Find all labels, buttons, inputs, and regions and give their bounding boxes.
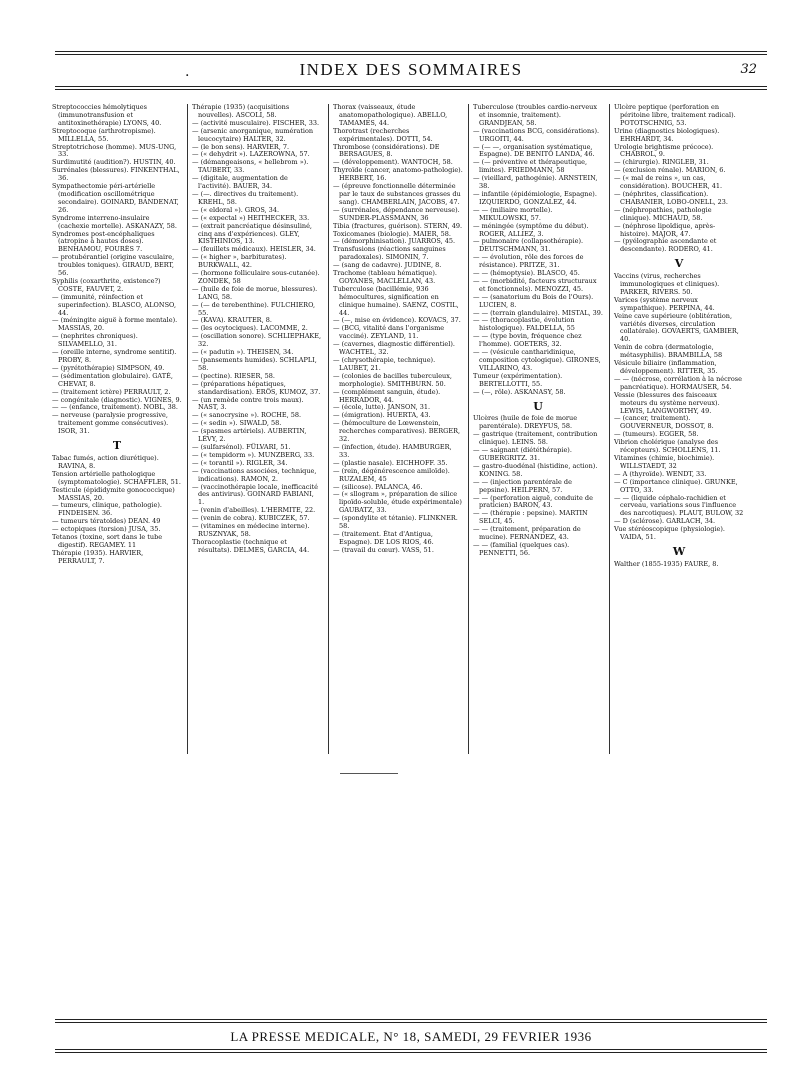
index-entry: Sympathectomie péri-artérielle (modification oscillométrique secondaire). GOINARD, BANDENAT, 26. <box>52 182 179 214</box>
index-entry: — (— de terebenthine). FULCHIERO, 55. <box>192 300 316 317</box>
index-entry: — (démangeaisons, « hellebrom »). TAUBERT, 33. <box>192 158 309 175</box>
index-entry: Ulcères (huile de foie de morue parentérale). DREYFUS, 58. <box>473 414 578 431</box>
index-entry: — (épreuve fonctionnelle déterminée par le taux de substances grasses du sang). CHAMBERLAIN, JACOBS, 47. <box>333 182 461 206</box>
index-entry: — (rein, dégénérescence amiloïde). RUZALEM, 45 <box>333 466 450 483</box>
index-entry: Vésicule biliaire (inflammation, développement). RITTER, 35. <box>614 359 718 375</box>
page-footer <box>55 1026 767 1048</box>
index-entry: — (infection, étude). HAMBURGER, 33. <box>333 442 452 459</box>
index-entry: — (développement). WANTOCH, 58. <box>333 158 453 167</box>
index-entry: — (néphrites, classification). CHABANIER, LOBO-ONELL, 23. <box>614 189 729 206</box>
index-entry: Thrombose (considérations). DE BERSAGUES, 8. <box>333 142 440 159</box>
index-column-2 <box>192 104 322 555</box>
index-entry: Tabac fumés, action diurétique). RAVINA, 8. <box>52 453 159 470</box>
index-entry: — A (thyroïde). WENDT, 33. <box>614 469 707 478</box>
column-divider <box>187 104 188 754</box>
index-entry: — (« tempidorm »). MUNZBERG, 33. <box>192 450 315 459</box>
index-entry: — méningée (symptôme du début). ROGER, ALLIEZ, 3. <box>473 221 589 238</box>
index-entry: Streptotrichose (homme). MUS-UNG, 33. <box>52 142 177 159</box>
index-entry: — (vieillard, pathogénie). ARNSTEIN, 38. <box>473 174 598 191</box>
index-entry: — (—, mise en évidence). KOVACS, 37. <box>333 316 461 325</box>
index-entry: Vue stéréoscopique (physiologie). VAIDA, 51. <box>614 525 725 542</box>
index-entry: — (hémoculture de Lœwenstein, recherches comparatives). BERGER, 32. <box>333 419 461 444</box>
index-entry: — (vaccinations associées, technique, indications). RAMON, 2. <box>192 466 317 483</box>
index-entry: Thérapie (1935) (acquisitions nouvelles). ASCOLI, 58. <box>192 103 290 119</box>
index-entry: — (cavernes, diagnostic différentiel). WACHTEL, 32. <box>333 340 455 357</box>
index-column-5 <box>614 104 744 569</box>
index-entry: — (« sllogram », préparation de silice lipoïdo-soluble, étude expérimentale) GAUBATZ, 33. <box>333 490 462 515</box>
index-entry: — (chirurgie). RINGLEB, 31. <box>614 158 709 167</box>
index-entry: — (traitement. État d'Antigua, Espagne). DE LOS RIOS, 46. <box>333 529 434 546</box>
index-entry: Surrénales (blessures). FINKENTHAL, 36. <box>52 166 180 183</box>
index-entry: Walther (1855-1935) FAURE, 8. <box>614 559 719 568</box>
index-entry: — (un remède contre trois maux). NAST, 3. <box>192 395 304 412</box>
index-entry: Vibrion cholérique (analyse des récepteurs). SCHOLLENS, 11. <box>614 438 721 455</box>
index-entry: — (pyélographie ascendante et descendante). RODERO, 41. <box>614 237 717 254</box>
index-entry: — (traitement ictère) PERRAULT, 2. <box>52 387 171 396</box>
footer-bottom-rule <box>55 1049 767 1053</box>
index-entry: Tumeur (expérimentation). BERTELLOTTI, 55. <box>473 371 563 388</box>
index-entry: — nerveuse (paralysie progressive, traitement gomme consécutives). ISOR, 31. <box>52 411 169 436</box>
index-entry: — (vitamines en médecine interne). RUSZNYAK, 58. <box>192 522 310 538</box>
index-entry: — (le bon sens). HARVIER, 7. <box>192 142 290 151</box>
index-entry: — — (familial (quelques cas). PENNETTI, 56. <box>473 540 570 557</box>
header-dot: . <box>185 64 190 80</box>
page-number: 32 <box>740 62 757 77</box>
index-entry: — — (miliaire mortelle). MIKULOWSKI, 57. <box>473 205 553 222</box>
index-entry: — (spondylite et tétanie). FLINKNER. 58. <box>333 514 458 531</box>
index-entry: — tumeurs tératoïdes) DEAN. 49 <box>52 517 161 526</box>
index-entry: — (tumeurs). EGGER, 58. <box>614 430 699 439</box>
index-entry: — D (sclérose). GARLACH, 34. <box>614 517 716 526</box>
footer-text: LA PRESSE MEDICALE, N° 18, SAMEDI, 29 FEVRIER 1936 <box>230 1029 592 1044</box>
index-entry: — (venin d'abeilles). L'HERMITE, 22. <box>192 506 316 515</box>
index-entry: — (huile de foie de morue, blessures). LANG, 58. <box>192 284 318 301</box>
index-entry: Varices (système nerveux sympathique). PERPINA, 44. <box>614 295 715 312</box>
index-entry: — (les ocytociques). LACOMME, 2. <box>192 324 308 333</box>
index-entry: — (arsenic anorganique, numération leucocytaire) HALTER, 32. <box>192 126 314 143</box>
index-entry: — ectopiques (torsion) JUSA, 35. <box>52 525 161 534</box>
index-entry: — gastrique (traitement, contribution clinique). LEINS. 58. <box>473 430 598 447</box>
index-entry: Tuberculose (troubles cardio-nerveux et insomnie, traitement). GRANDJEAN, 58. <box>473 103 598 127</box>
index-entry: — (colonies de bacilles tuberculeux, morphologie). SMITHBURN. 50. <box>333 371 452 388</box>
index-entry: — (école, lutte). JANSON, 31. <box>333 403 431 412</box>
index-entry: — pulmonaire (collapsothérapie). DEUTSCHMANN, 31. <box>473 237 584 254</box>
index-entry: — (« sedin »). SIWALD, 58. <box>192 419 282 428</box>
column-divider <box>609 104 610 754</box>
index-entry: Thorax (vaisseaux, étude anatomopathologique). ABELLO, TAMAMES, 44. <box>333 103 448 127</box>
index-entry: — (cancer, traitement). GOUVERNEUR, DOSSOT, 8. <box>614 414 714 431</box>
index-entry: Vitamines (chimie, biochimie). WILLSTAEDT, 32 <box>614 453 715 470</box>
index-entry: Venin de cobra (dermatologie, métasyphilis). BRAMBILLA, 58 <box>614 343 723 360</box>
index-entry: — (émigration). HUERTA, 43. <box>333 411 431 420</box>
index-entry: — (néphrose lipoïdique, après-histoire). MAJOR, 47. <box>614 221 716 238</box>
index-entry: Streptocoque (arthrotropisme). MILLELLA, 55. <box>52 126 156 143</box>
header-bottom-rule <box>55 86 767 90</box>
index-entry: Transfusions (réactions sanguines paradoxales). SIMONIN, 7. <box>333 245 446 262</box>
index-entry: — — (thoracoplastie, évolution histologique). FALDELLA, 55 <box>473 316 575 333</box>
index-entry: Vaccins (virus, recherches immunologiques et cliniques). PARKER, RIVERS. 50. <box>614 272 720 296</box>
index-entry: — (néphropathies, pathologie clinique). MICHAUD, 58. <box>614 205 712 222</box>
index-entry: — (—, rôle). ASKANASY, 58. <box>473 387 566 396</box>
index-entry: — (complément sanguin, étude). HERRADOR, 44. <box>333 387 441 404</box>
section-letter: W <box>672 544 686 558</box>
index-entry: Syndromes post-encéphaliques (atropine à hautes doses). BENHAMOU, FOURÈS 7. <box>52 229 155 254</box>
index-entry: — — (morbidité, facteurs structuraux et fonctionnels). MENOZZI, 45. <box>473 276 597 293</box>
index-entry: Toxicomanes (biologie). MAIER, 58. <box>333 229 451 238</box>
index-column-4 <box>473 104 603 558</box>
index-entry: — infantile (épidémiologie, Espagne). IZQUIERDO, GONZALEZ, 44. <box>473 189 597 206</box>
index-entry: — (sulfarsénol). FÜLVARI, 51. <box>192 442 291 451</box>
index-entry: — (chrysothérapie, technique). LAUBET, 21. <box>333 356 436 372</box>
header-top-rule <box>55 51 767 55</box>
section-letter: V <box>674 257 684 271</box>
index-entry: Thérapie (1935). HARVIER, PERRAULT, 7. <box>52 548 144 565</box>
index-entry: — (préparations hépatiques, standardisation). ERÖS, KUMOZ, 37. <box>192 379 321 396</box>
index-entry: — (— —, organisation systématique, Espagne). DE BENITO LANDA, 46. <box>473 142 595 159</box>
index-entry: — — (traitement, préparation de mucine). FERNANDEZ, 43. <box>473 525 581 542</box>
index-entry: — — (type bovin, fréquence chez l'homme). GOETERS, 32. <box>473 332 582 349</box>
index-entry: — (—. directives du traitement). KREHL, 58. <box>192 189 299 206</box>
index-entry: — congénitale (diagnostic). VIGNES, 9. <box>52 395 182 404</box>
index-entry: — gastro-duodénal (histidine, action). KONING. 58. <box>473 461 598 478</box>
index-entry: — (hormone folliculaire sous-cutanée). ZONDEK, 58 <box>192 269 320 285</box>
index-entry: — (KAVA). KRAUTER, 8. <box>192 316 272 325</box>
page-title: INDEX DES SOMMAIRES <box>299 60 523 79</box>
index-entry: Streptococcies hémolytiques (immunotransfusion et antitoxinethérapie) LYONS, 40. <box>52 103 162 127</box>
index-entry: Syphilis (coxarthrite, existence?) COSTE, FAUVET, 2. <box>52 276 161 293</box>
index-entry: — (— préventive et thérapeutique, limites). FRIEDMANN, 58 <box>473 158 588 175</box>
index-entry: Tibia (fractures, guérison). STERN, 49. <box>333 221 463 230</box>
index-entry: Thoracoplastie (technique et résultats). DELMES, GARCIA, 44. <box>192 537 310 554</box>
index-entry: — (« expectal ») HEITHECKER, 33. <box>192 213 310 222</box>
index-entry: — (pectine). RIESER, 58. <box>192 371 275 380</box>
index-entry: — (« padutin »). THEISEN, 34. <box>192 348 294 357</box>
index-entry: Vessie (blessures des faisceaux moteurs du système nerveux). LEWIS, LANGWORTHY, 49. <box>614 390 720 415</box>
index-entry: — — (hémoptysie). BLASCO, 45. <box>473 269 580 278</box>
index-entry: — (exclusion rénale). MARION, 6. <box>614 166 726 175</box>
index-entry: — — (perforation aiguë, conduite de praticien) BARON, 43. <box>473 493 593 510</box>
index-entry: Surdimutité (audition?). HUSTIN, 40. <box>52 158 176 167</box>
index-entry: — — saignant (diététhérapie). GUBERGRITZ. 31. <box>473 446 572 462</box>
index-entry: — (« eldoral »). GROS, 34. <box>192 205 280 214</box>
index-entry: Syndrome interreno-insulaire (cachexie mortelle). ASKANAZY, 58. <box>52 213 177 230</box>
column-divider <box>468 104 469 754</box>
index-entry: Testicule (épididymite gonococcique) MASSIAS, 20. <box>52 485 175 502</box>
section-letter: U <box>533 399 543 413</box>
index-entry: — (extrait pancréatique désinsuliné, cinq ans d'expériences). GLEY, KISTHINIOS, 13. <box>192 221 312 246</box>
index-entry: — (spasmes artériels). AUBERTIN, LÉVY, 2. <box>192 427 307 444</box>
index-entry: — (démorphinisation). JUARROS, 45. <box>333 237 456 246</box>
index-entry: Ulcère peptique (perforation en péritoine libre, traitement radical). POTOTSCHNIG, 53. <box>614 103 736 127</box>
index-entry: — — (injection parentérale de pepsine). HEILPERN, 57. <box>473 477 572 494</box>
page-header <box>55 58 767 84</box>
index-entry: — tumeurs, clinique, pathologie). FINDEISEN. 36. <box>52 501 162 518</box>
index-entry: — (digitale, augmentation de l'activité). BAUER, 34. <box>192 174 288 191</box>
index-entry: — protubérantiel (origine vasculaire, troubles toniques). GIRAUD, BERT, 56. <box>52 253 175 278</box>
index-entry: — (pansements humides). SCHLAPLI, 58. <box>192 356 317 372</box>
index-entry: — (« higher », barbiturates). BURKWALL, 42. <box>192 253 287 270</box>
index-entry: — — (enfance, traitement). NOBL, 38. <box>52 403 178 412</box>
index-entry: Urologie brightisme précoce). CHABROL, 9. <box>614 142 714 159</box>
index-entry: — — (thérapie : pepsine). MARTIN SELCI, 45. <box>473 509 588 526</box>
index-entry: Trachome (tableau hématique). GOYANES, MACLELLAN, 43. <box>333 269 437 285</box>
index-entry: — (« torantil »). RIGLER, 34. <box>192 458 288 467</box>
index-entry: — (venin de cobra). KUBICZEK, 57. <box>192 514 310 523</box>
index-entry: Veine cave supérieure (oblitération, variétés diverses, circulation collatérale). GOVAERTS, GAMBIER, 40. <box>614 311 739 344</box>
index-entry: — (vaccinothérapie locale, inefficacité des antivirus). GOINARD FABIANI, 1. <box>192 482 318 507</box>
index-entry: — (nephrites chroniques). SILVAMELLO, 31. <box>52 332 138 349</box>
index-entry: Thorotrast (recherches expérimentales). DOTTI, 54. <box>333 126 433 143</box>
index-entry: — (vaccinations BCG, considérations). URGOITI, 44. <box>473 126 600 143</box>
index-column-1 <box>52 104 182 566</box>
index-entry: — — (nécrose, corrélation à la nécrose pancréatique). HORMAUSER, 54. <box>614 374 742 391</box>
index-entry: — (travail du cœur). VASS, 51. <box>333 545 434 554</box>
index-entry: — (BCG, vitalité dans l'organisme vacciné). ZEYLAND, 11. <box>333 324 445 341</box>
index-entry: — (oscillation sonore). SCHLIEPHAKE, 32. <box>192 332 322 349</box>
index-entry: Thyroïde (cancer, anatomo-pathologie). HERBERT, 16. <box>333 166 463 183</box>
index-entry: — (silicose). PALANCA, 46. <box>333 482 423 491</box>
bottom-separator <box>340 773 398 774</box>
index-entry: — (immunité, réinfection et superinfection). BLASCO, ALONSO, 44. <box>52 292 177 317</box>
index-entry: — — (terrain glandulaire). MISTAL, 39. <box>473 308 603 317</box>
index-entry: Tetanos (toxine, sort dans le tube digestif). REGAMEY. 11 <box>52 533 163 549</box>
column-divider <box>328 104 329 754</box>
index-entry: — — évolution, rôle des forces de résistance). PRITZE, 31. <box>473 253 584 270</box>
index-entry: — (surrénales, dépendance nerveuse). SUNDER-PLASSMANN, 36 <box>333 205 460 222</box>
footer-top-rule <box>55 1019 767 1023</box>
index-entry: — (« dehydrit »). LAZEROWNA, 57. <box>192 150 310 159</box>
section-letter: T <box>112 439 122 453</box>
index-entry: — (feuillets médicaux). HEISLER, 34. <box>192 245 316 254</box>
index-entry: Tension artérielle pathologique (symptomatologie). SCHAFFLER, 51. <box>52 469 181 486</box>
index-entry: — C (importance clinique). GRUNKE, OTTO, 33. <box>614 477 738 494</box>
index-entry: — — (sanatorium du Bois de l'Ours). LUCIEN, 8. <box>473 292 594 309</box>
index-entry: — — (liquide céphalo-rachidien et cerveau, variations sous l'influence des narcotiques). PLAUT, BULOW, 32 <box>614 493 744 518</box>
index-entry: — (méningite aiguë à forme mentale). MASSIAS, 20. <box>52 316 178 333</box>
index-entry: — (oreille interne, syndrome sentitif). PROBY, 8. <box>52 348 177 364</box>
index-entry: — (pyrétothérapie) SIMPSON, 49. <box>52 363 165 372</box>
index-entry: Tuberculose (bacillémie, 936 hémocultures, signification en clinique humaine). SAENZ, COSTIL, 44. <box>333 284 459 317</box>
index-entry: — (« sanocrysine »). ROCHE, 58. <box>192 411 302 420</box>
index-columns <box>52 104 768 754</box>
index-entry: — (activité musculaire). FISCHER, 33. <box>192 118 320 127</box>
index-entry: Urine (diagnostics biologiques). EHRHARDT, 34. <box>614 126 720 143</box>
index-entry: — — (vésicule cantharidinique, composition cytologique). GIRONES, VILLARINO, 43. <box>473 348 601 372</box>
index-entry: — (sédimentation globulaire). GATÉ, CHEVAT, 8. <box>52 371 173 388</box>
index-entry: — (sang de cadavre). JUDINE, 8. <box>333 261 442 270</box>
index-entry: — (plastie nasale). EICHHOFF. 35. <box>333 458 448 467</box>
index-entry: — (« mal de reins », un cas, considération). BOUCHER, 41. <box>614 174 723 191</box>
index-column-3 <box>333 104 463 555</box>
